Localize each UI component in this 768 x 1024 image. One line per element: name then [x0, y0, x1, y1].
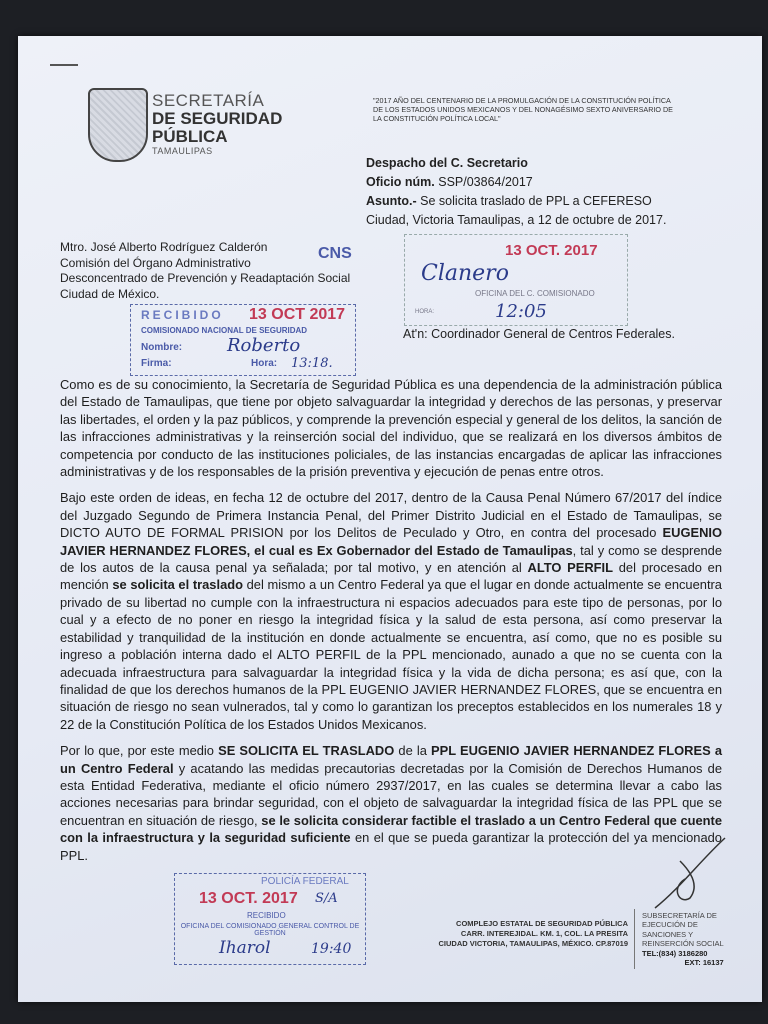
- signature-mark: [650, 833, 730, 913]
- recipient-line4: Ciudad de México.: [60, 286, 160, 301]
- cns-received-label: RECIBIDO: [141, 308, 224, 322]
- closing-row: [60, 873, 722, 969]
- stamp-date: 13 OCT. 2017: [505, 242, 598, 259]
- oficio-label: Oficio núm.: [366, 175, 435, 189]
- bold-text-segment: se le solicita considerar factible el traslado a un Centro Federal que cuente con la infraestructura y la seguridad suficiente: [60, 812, 723, 846]
- footer-sub-line3: SANCIONES Y: [642, 929, 694, 939]
- letter-body: [60, 376, 722, 969]
- stamp-firma-label: Firma:: [141, 358, 172, 369]
- paragraph-2: [60, 489, 722, 733]
- stamp-date: 13 OCT 2017: [249, 306, 346, 323]
- corner-mark: [50, 64, 78, 66]
- text-segment: del procesado en mención: [60, 560, 723, 593]
- logo-text-seguridad: DE SEGURIDAD: [152, 109, 283, 128]
- stamp-handwritten-name: Clanero: [421, 261, 509, 286]
- place-date: Ciudad, Victoria Tamaulipas, a 12 de octubre de 2017.: [366, 213, 667, 227]
- logo-text-tamaulipas: TAMAULIPAS: [152, 146, 213, 156]
- footer-sub-line4: REINSERCIÓN SOCIAL: [642, 939, 724, 949]
- logo-text-publica: PÚBLICA: [152, 127, 228, 146]
- stamp-handwritten-name: Roberto: [227, 335, 301, 356]
- stamp-title: RECIBIDO: [247, 910, 286, 920]
- text-segment: y acatando las medidas precautorias decretadas por la Comisión de Derechos Humanos de esta Entidad Federativa, mediante el oficio número 2937/2017, en las cuales se determina llevar a cabo las acciones necesarias para brindar seguridad, con el objeto de salvaguardar la integridad física de las PPL que se encuentran en situación de riesgo,: [60, 760, 722, 828]
- asunto-text: Se solicita traslado de PPL a CEFERESO: [420, 194, 652, 208]
- letter-header: [366, 154, 666, 230]
- stamp-org: POLICÍA FEDERAL: [261, 875, 349, 887]
- bold-text-segment: EUGENIO JAVIER HERNANDEZ FLORES, el cual es Ex Gobernador del Estado de Tamaulipas: [60, 525, 722, 558]
- bold-text-segment: ALTO PERFIL: [527, 560, 614, 576]
- text-segment: de la: [394, 743, 432, 759]
- cns-stamp: [130, 304, 356, 376]
- bold-text-segment: se solicita el traslado: [112, 577, 243, 593]
- logo-text-secretaria: SECRETARÍA: [152, 91, 265, 110]
- stamp-handwritten-time: 13:18.: [291, 356, 333, 371]
- stamp-date: 13 OCT. 2017: [199, 889, 298, 907]
- recipient-line3: Desconcentrado de Prevención y Readaptación Social: [60, 271, 351, 285]
- coat-of-arms-logo: [88, 88, 148, 162]
- footer-address-line2: CARR. INTEREJIDAL. KM. 1, COL. LA PRESITA: [460, 928, 628, 938]
- footer-address: [416, 919, 628, 949]
- text-segment: Por lo que, por este medio: [60, 743, 219, 759]
- text-segment: Bajo este orden de ideas, en fecha 12 de octubre del 2017, dentro de la Causa Penal Número 67/2017 del índice del Juzgado Segundo de Primera Instancia Penal, del Primer Distrito Judicial en el Estado de Tamaulipas, se DICTO AUTO DE FORMAL PRISION por los Delitos de Peculado y Otro, en contra del procesado: [60, 490, 722, 541]
- recipient-block: [60, 240, 350, 302]
- text-segment: en el que se pueda garantizar la protección del ya mencionado PPL.: [60, 830, 722, 863]
- year-motto: "2017 AÑO DEL CENTENARIO DE LA PROMULGACIÓN DE LA CONSTITUCIÓN POLÍTICA DE LOS ESTADOS UNIDOS MEXICANOS Y DEL NONAGÉSIMO SEXTO ANIVERSARIO DE LA CONSTITUCIÓN POLÍTICA LOCAL": [373, 96, 673, 123]
- recipient-name: Mtro. José Alberto Rodríguez Calderón: [60, 240, 268, 254]
- text-segment: Como es de su conocimiento, la Secretaría de Seguridad Pública es una dependencia de la administración pública del Estado de Tamaulipas, que tiene por objeto salvaguardar la integridad y derechos de las personas, y preservar las libertades, el orden y la paz públicos, y comprende la prevención especial y general de los delitos, la sanción de las infracciones administrativas y la reinserción social del individuo, que se realizará en los diversos ámbitos de competencia por conducto de las instituciones policiales, de las instancias encargadas de aplicar las infracciones administrativas y de los responsables de la prisión preventiva y ejecución de penas entre otros.: [60, 377, 722, 480]
- text-segment: , tal y como se desprende de los autos de la causa penal ya señalada; por tal motivo, y en atención al: [60, 542, 723, 576]
- text-segment: del mismo a un Centro Federal ya que el lugar en donde actualmente se encuentra privado de su libertad no cumple con la infraestructura ni espacios adecuados para este tipo de personas, por lo cual y a efecto de no poner en riesgo la integridad física y la salud de esta persona, así como preservar la estabilidad y tranquilidad de la institución en donde actualmente se encuentra, así como, que no es posible su ingreso a población interna dado el ALTO PERFIL de la PPL mencionado, aunado a que no se cuenta con la adecuada infraestructura para salvaguardar la integridad física y la vida de dicha persona; es así que, con la finalidad de que los derechos humanos de la PPL EUGENIO JAVIER HERNANDEZ FLORES, que se encuentra en situación de riesgo no sean vulnerados, tal y como lo garantizan los preceptos establecidos en los numerales 18 y 22 de la Constitución Política de los Estados Unidos Mexicanos.: [60, 577, 722, 732]
- stamp-org: COMISIONADO NACIONAL DE SEGURIDAD: [141, 326, 308, 335]
- policia-federal-stamp: [174, 873, 366, 965]
- asunto-label: Asunto.-: [366, 194, 417, 208]
- paragraph-3: [60, 742, 722, 864]
- document-page: [18, 36, 762, 1002]
- footer-subsecretaria: [642, 911, 724, 968]
- footer-phone: TEL:(834) 3186280: [642, 948, 708, 958]
- recipient-line2: Comisión del Órgano Administrativo: [60, 255, 251, 270]
- stamp-handwritten-time: 19:40: [311, 940, 352, 957]
- stamp-office: OFICINA DEL COMISIONADO GENERAL CONTROL DE GESTIÓN: [180, 922, 360, 937]
- oficio-number: SSP/03864/2017: [438, 175, 533, 189]
- stamp-hora-label: Hora:: [251, 358, 278, 369]
- stamp-hora-label: HORA:: [415, 309, 435, 315]
- footer-sub-line1: SUBSECRETARÍA DE: [642, 910, 717, 920]
- bold-text-segment: PPL EUGENIO JAVIER HERNANDEZ FLORES a un Centro Federal: [60, 743, 722, 776]
- comisionado-stamp: [404, 234, 628, 326]
- cns-badge: CNS: [318, 245, 352, 262]
- attention-line: At'n: Coordinador General de Centros Federales.: [403, 327, 675, 341]
- footer-divider: [634, 909, 635, 969]
- paragraph-1: [60, 376, 722, 480]
- footer-address-line3: CIUDAD VICTORIA, TAMAULIPAS, MÉXICO. CP.87019: [438, 938, 628, 948]
- stamp-nombre-label: Nombre:: [141, 342, 183, 353]
- stamp-office: OFICINA DEL C. COMISIONADO: [475, 289, 595, 298]
- office-name: Despacho del C. Secretario: [366, 156, 528, 170]
- stamp-handwritten-name: Iharol: [219, 937, 271, 958]
- bold-text-segment: SE SOLICITA EL TRASLADO: [218, 743, 395, 759]
- footer-extension: EXT: 16137: [684, 958, 724, 968]
- footer-address-line1: COMPLEJO ESTATAL DE SEGURIDAD PÚBLICA: [456, 918, 628, 928]
- stamp-handwritten-note: S/A: [315, 890, 338, 906]
- stamp-handwritten-time: 12:05: [495, 301, 547, 322]
- footer-sub-line2: EJECUCIÓN DE: [642, 920, 698, 930]
